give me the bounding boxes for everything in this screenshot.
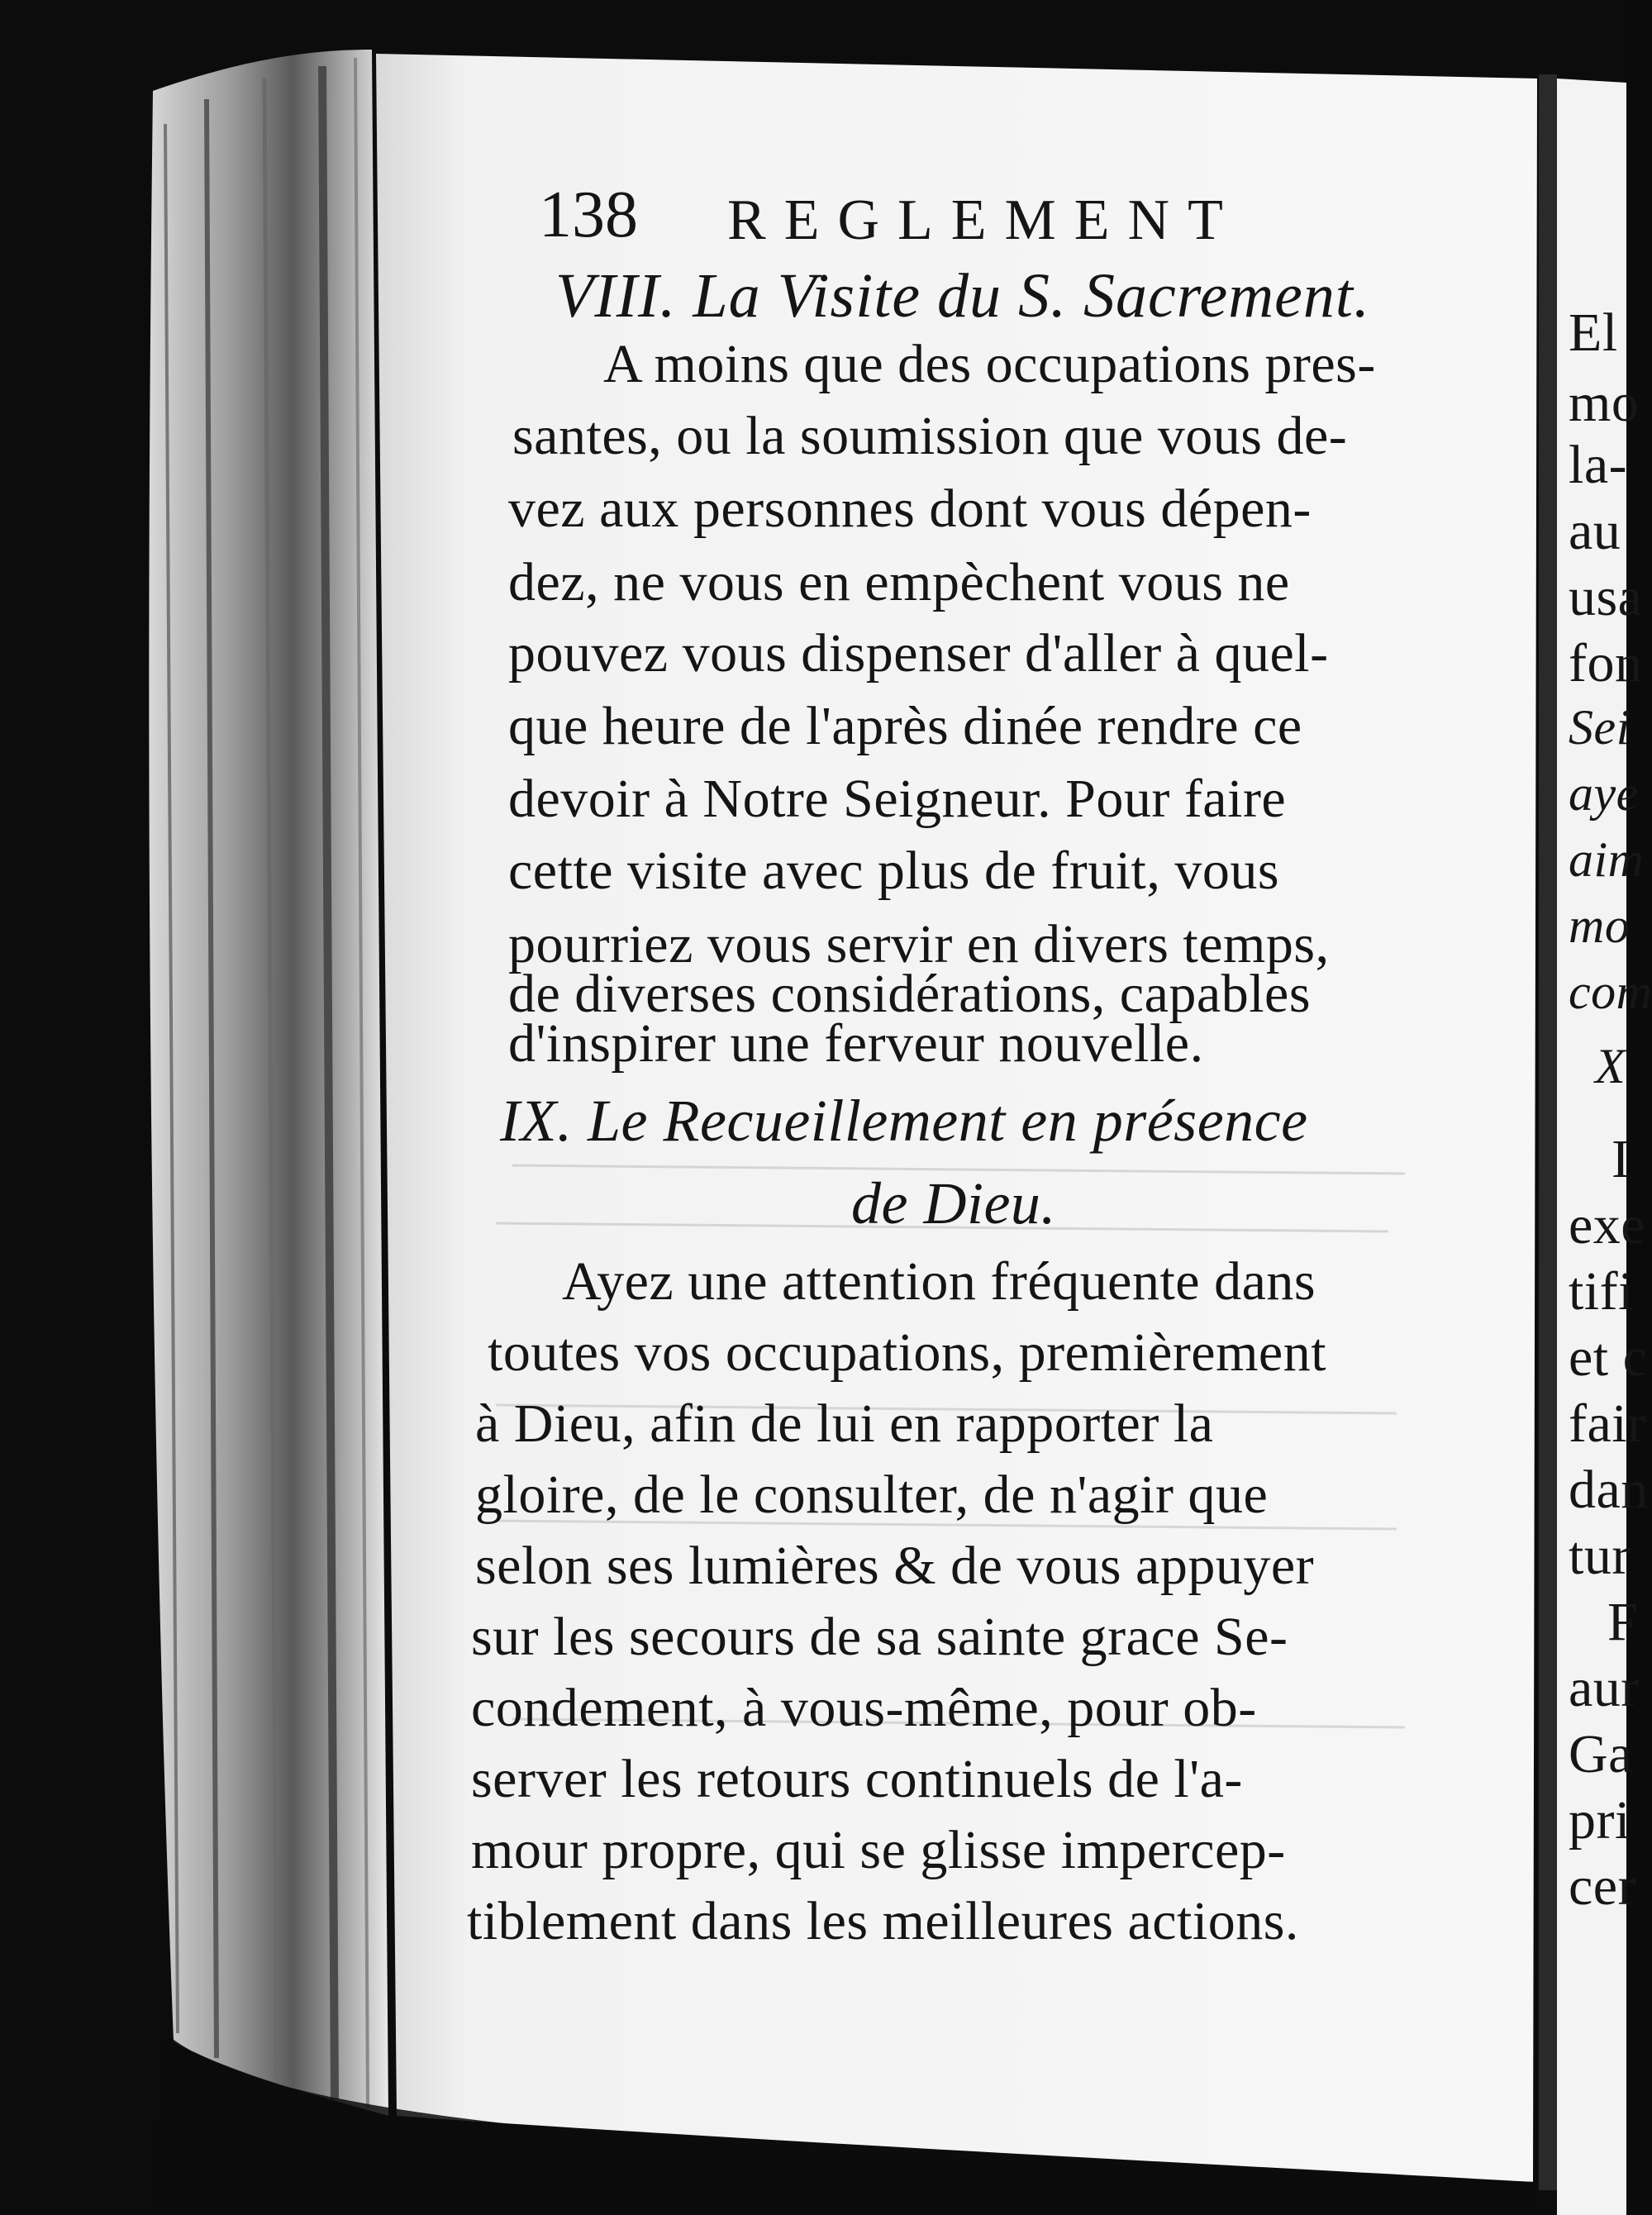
facing-page-fragment: fair [1569,1393,1646,1454]
text-line: pouvez vous dispenser d'aller à quel- [508,623,1329,684]
text-line: que heure de l'après dinée rendre ce [508,696,1302,756]
text-line: pourriez vous servir en divers temps, [508,914,1330,974]
facing-page-fragment: Sei [1569,700,1631,755]
text-line: vez aux personnes dont vous dépen- [508,479,1312,539]
facing-page-fragment: aur [1569,1658,1640,1718]
text-line: gloire, de le consulter, de n'agir que [475,1465,1269,1525]
text-line: condement, à vous-même, pour ob- [471,1678,1257,1738]
facing-page-fragment: dan [1569,1460,1649,1520]
facing-page-fragment: tur [1569,1526,1631,1586]
text-line: sur les secours de sa sainte grace Se- [471,1607,1288,1667]
facing-page-fragment: aye [1569,766,1639,821]
facing-page-fragment: F [1607,1592,1639,1652]
facing-page-fragment: aim [1569,832,1645,887]
facing-page-fragment: pri [1569,1790,1631,1851]
page-number: 138 [539,179,638,251]
text-line: Ayez une attention fréquente dans [562,1251,1316,1312]
text-line: mour propre, qui se glisse impercep- [471,1820,1286,1880]
text-line: santes, ou la soumission que vous de- [512,406,1348,466]
text-line: tiblement dans les meilleures actions. [467,1891,1299,1951]
text-line: devoir à Notre Seigneur. Pour faire [508,769,1287,829]
facing-page-fragment: au [1569,501,1621,561]
facing-page-fragment: I [1612,1129,1631,1189]
facing-page-fragment: tifi [1569,1261,1634,1322]
facing-page-fragment: X [1595,1039,1626,1093]
facing-page-fragment: mo [1569,898,1631,953]
facing-page-fragment: usa [1569,567,1643,627]
facing-page-fragment: la- [1569,435,1628,495]
facing-page-fragment: Ga [1569,1724,1633,1784]
text-line: de diverses considérations, capables [508,964,1312,1024]
text-line: cette visite avec plus de fruit, vous [508,841,1280,901]
facing-page-fragment: fon [1569,633,1643,693]
text-line: selon ses lumières & de vous appuyer [475,1536,1315,1596]
facing-page-fragment: El [1569,302,1618,363]
facing-page-fragment: mo [1569,373,1640,433]
section-viii-heading: VIII. La Visite du S. Sacrement. [555,261,1371,331]
text-line: server les retours continuels de l'a- [471,1749,1243,1809]
facing-page-fragment: exe [1569,1195,1646,1255]
text-line: d'inspirer une ferveur nouvelle. [508,1013,1204,1074]
text-line: dez, ne vous en empèchent vous ne [508,552,1290,612]
facing-page-fragment: et c [1569,1327,1648,1388]
text-line: à Dieu, afin de lui en rapporter la [475,1393,1214,1454]
facing-page-fragment: cer [1569,1856,1637,1917]
facing-page-fragment: com [1569,965,1652,1019]
text-line: toutes vos occupations, premièrement [488,1322,1327,1383]
section-ix-heading-continued: de Dieu. [851,1170,1056,1236]
running-head: REGLEMENT [727,188,1241,252]
text-line: A moins que des occupations pres- [603,334,1376,394]
section-ix-heading: IX. Le Recueillement en présence [500,1088,1308,1154]
